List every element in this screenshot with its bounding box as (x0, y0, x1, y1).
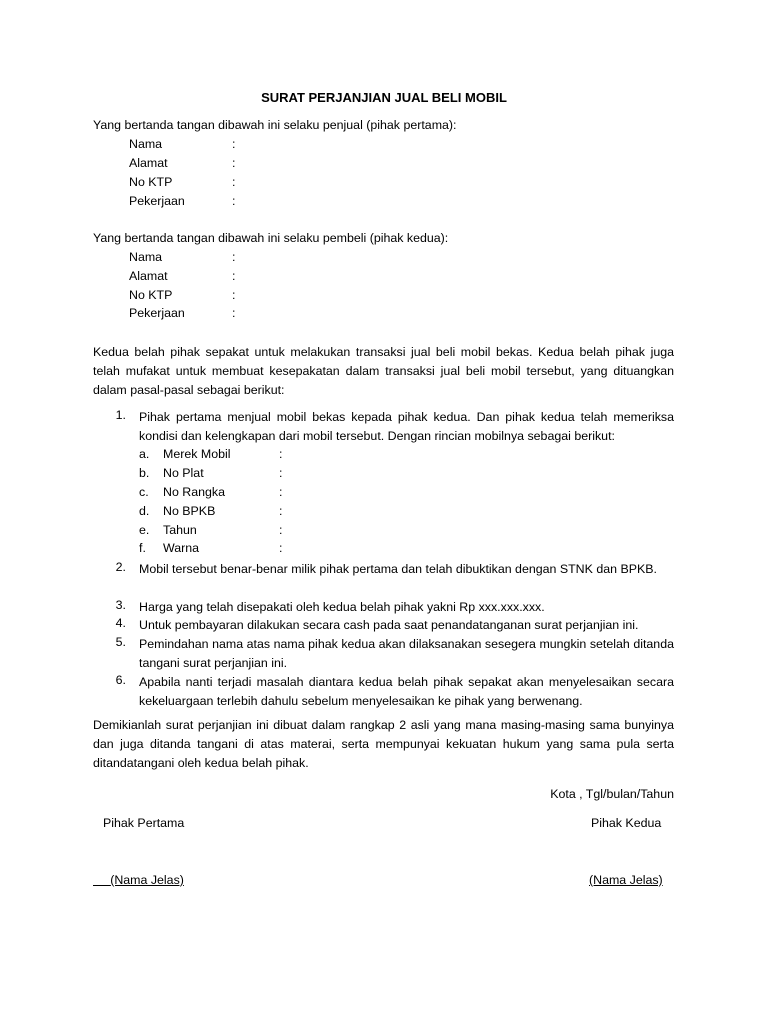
first-party-name: (Nama Jelas) (110, 873, 184, 887)
detail-label-color: Warna (163, 541, 200, 555)
colon: : (232, 250, 236, 264)
seller-field-ktp: No KTP (129, 175, 173, 189)
closing-paragraph: Demikianlah surat perjanjian ini dibuat dalam rangkap 2 asli yang mana masing-masing sama bunyinya dan juga ditanda tangani di atas materai, serta mempunyai kekuatan hukum yang sama pula serta ditandatangani oleh kedua belah pihak. (93, 718, 674, 770)
clause-text: Harga yang telah disepakati oleh kedua belah pihak yakni Rp xxx.xxx.xxx. (139, 600, 545, 614)
colon: : (232, 288, 236, 302)
colon: : (279, 523, 283, 537)
first-party-label: Pihak Pertama (103, 816, 185, 830)
second-party-name-line: (Nama Jelas) (589, 873, 663, 887)
detail-letter: c. (139, 485, 149, 499)
clause-number: 3. (115, 598, 126, 612)
first-party-name-line (93, 873, 184, 887)
detail-label-chassis: No Rangka (163, 485, 225, 499)
place-date: Kota , Tgl/bulan/Tahun (550, 787, 674, 801)
document-title: SURAT PERJANJIAN JUAL BELI MOBIL (261, 90, 507, 105)
detail-letter: f. (139, 541, 146, 555)
detail-letter: e. (139, 523, 150, 537)
clause-text: Pemindahan nama atas nama pihak kedua akan dilaksanakan sesegera mungkin setelah ditanda tangani surat perjanjian ini. (139, 637, 674, 670)
colon: : (232, 194, 236, 208)
detail-label-year: Tahun (163, 523, 197, 537)
detail-label-plate: No Plat (163, 466, 204, 480)
detail-label-brand: Merek Mobil (163, 447, 231, 461)
clause-text: Mobil tersebut benar-benar milik pihak pertama dan telah dibuktikan dengan STNK dan BPKB. (139, 562, 657, 576)
second-party-label: Pihak Kedua (591, 816, 662, 830)
colon: : (232, 306, 236, 320)
detail-letter: d. (139, 504, 150, 518)
seller-field-address: Alamat (129, 156, 168, 170)
clause-number: 6. (115, 673, 126, 687)
clause-number: 1. (115, 408, 126, 422)
seller-intro: Yang bertanda tangan dibawah ini selaku penjual (pihak pertama): (93, 118, 457, 132)
clause-text: Untuk pembayaran dilakukan secara cash pada saat penandatanganan surat perjanjian ini. (139, 618, 639, 632)
colon: : (279, 466, 283, 480)
clause-text: Apabila nanti terjadi masalah diantara kedua belah pihak sepakat akan menyelesaikan secara kekeluargaan terlebih dahulu sebelum menyelesaikan ke pihak yang berwenang. (139, 675, 674, 708)
buyer-field-address: Alamat (129, 269, 168, 283)
colon: : (232, 175, 236, 189)
colon: : (232, 137, 236, 151)
detail-letter: a. (139, 447, 150, 461)
colon: : (279, 485, 283, 499)
agreement-paragraph: Kedua belah pihak sepakat untuk melakukan transaksi jual beli mobil bekas. Kedua belah pihak juga telah mufakat untuk membuat kesepakatan dalam transaksi jual beli mobil tersebut, yang dituangkan dalam pasal-pasal sebagai berikut: (93, 345, 674, 397)
colon: : (279, 541, 283, 555)
clause-number: 2. (115, 560, 126, 574)
colon: : (232, 156, 236, 170)
detail-label-bpkb: No BPKB (163, 504, 216, 518)
colon: : (279, 447, 283, 461)
buyer-field-name: Nama (129, 250, 163, 264)
clause-text: Pihak pertama menjual mobil bekas kepada pihak kedua. Dan pihak kedua telah memeriksa kondisi dan kelengkapan dari mobil tersebut. Dengan rincian mobilnya sebagai berikut: (139, 410, 674, 443)
clause-number: 4. (115, 616, 126, 630)
buyer-field-job: Pekerjaan (129, 306, 185, 320)
detail-letter: b. (139, 466, 150, 480)
clause-number: 5. (115, 635, 126, 649)
buyer-intro: Yang bertanda tangan dibawah ini selaku pembeli (pihak kedua): (93, 231, 449, 245)
seller-field-job: Pekerjaan (129, 194, 185, 208)
seller-field-name: Nama (129, 137, 163, 151)
buyer-field-ktp: No KTP (129, 288, 173, 302)
colon: : (232, 269, 236, 283)
colon: : (279, 504, 283, 518)
